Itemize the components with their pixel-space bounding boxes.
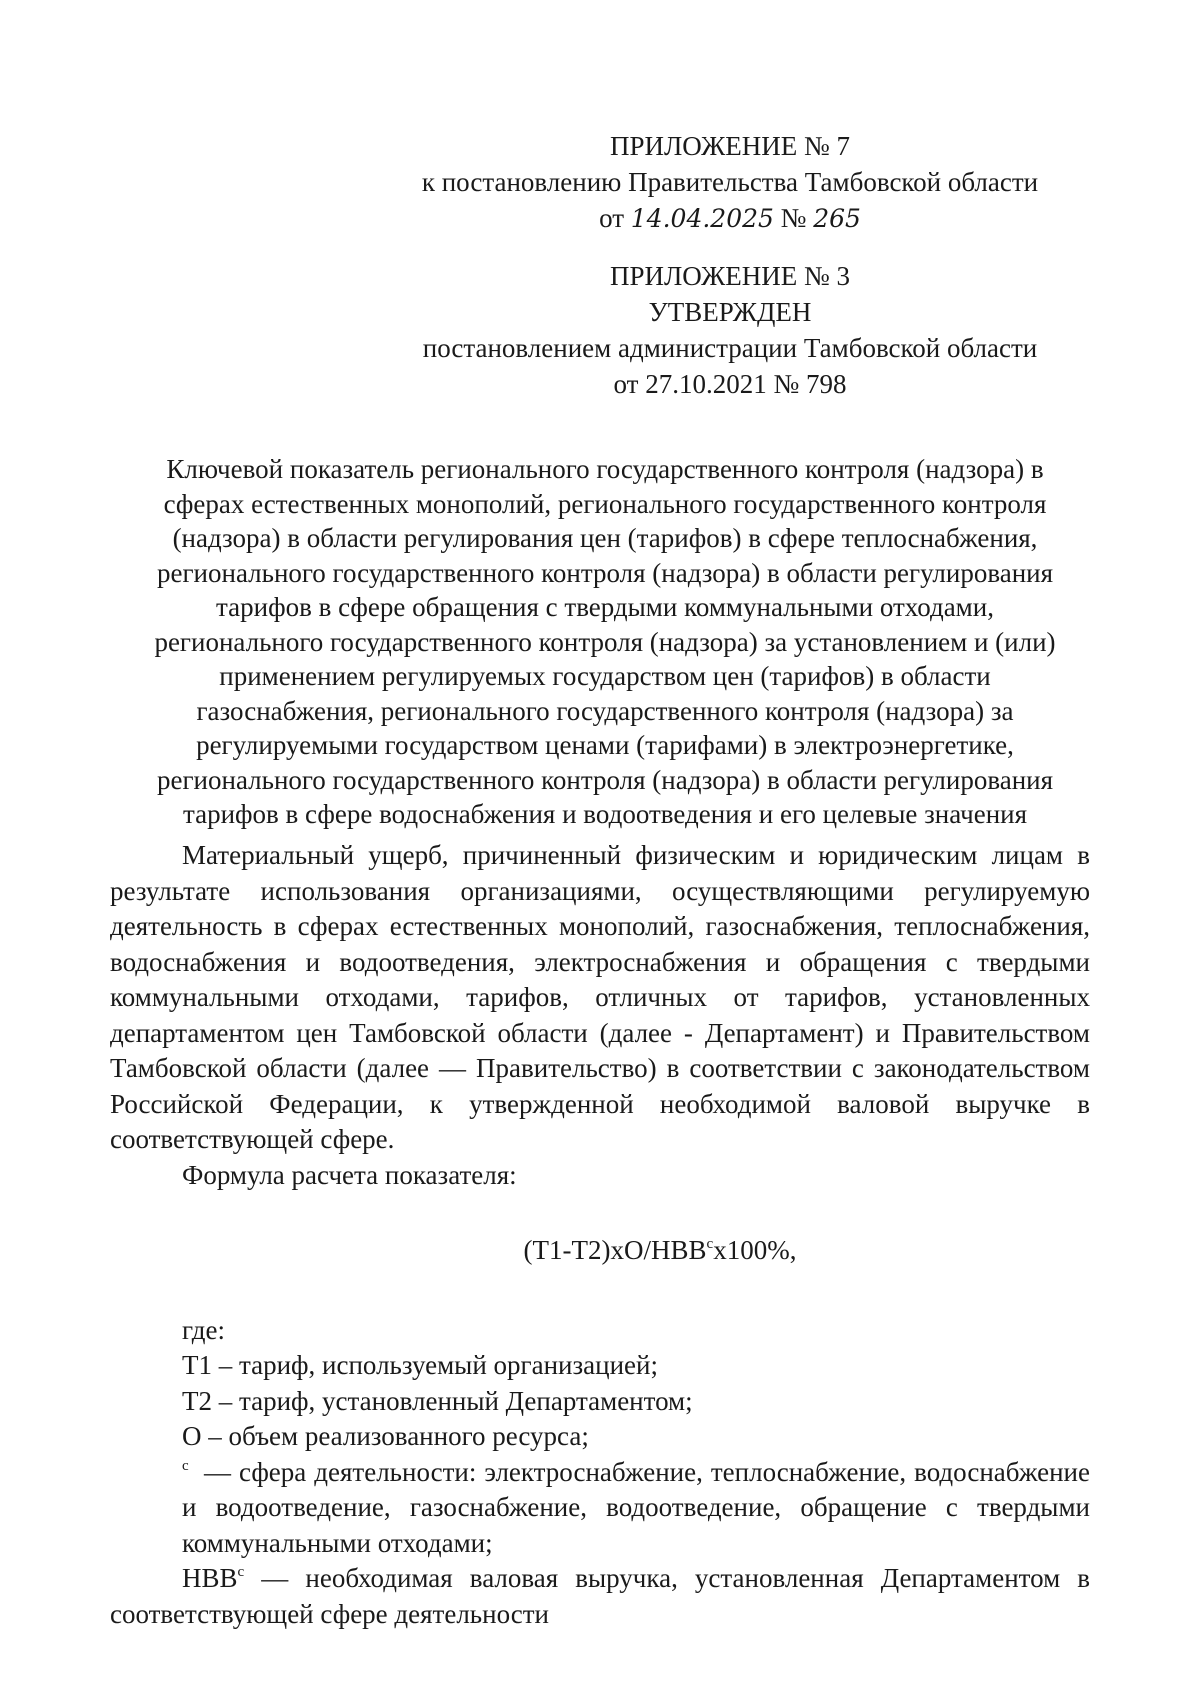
handwritten-number: 265 (813, 204, 861, 233)
definition-c-text: — сфера деятельности: электроснабжение, теплоснабжение, водоснабжение и водоотведение, газоснабжение, водоотведение, обращение с твердыми коммунальными отходами; (182, 1456, 1090, 1558)
approved-date: от 27.10.2021 № 798 (613, 369, 847, 399)
where-label: где: (182, 1314, 225, 1345)
title-line: тарифов в сфере обращения с твердыми коммунальными отходами, (216, 592, 994, 622)
title-line: применением регулируемых государством цен (тарифов) в области (219, 661, 991, 691)
appendix-3-header (380, 258, 1080, 402)
title-line: (надзора) в области регулирования цен (тарифов) в сфере теплоснабжения, (172, 523, 1038, 553)
appendix-7-date-line (380, 200, 1080, 237)
title-line: регионального государственного контроля (надзора) за установлением и (или) (154, 626, 1056, 657)
document-body (110, 838, 1090, 1632)
approved-by: постановлением администрации Тамбовской области (422, 333, 1038, 363)
definition-nvv-text: — необходимая валовая выручка, установленная Департаментом в соответствующей сфере деятельности (110, 1563, 1090, 1629)
appendix-7-title: ПРИЛОЖЕНИЕ № 7 (609, 131, 851, 161)
appendix-7-subtitle: к постановлению Правительства Тамбовской области (421, 167, 1039, 197)
definition-o: О – объем реализованного ресурса; (182, 1421, 589, 1451)
title-line: газоснабжения, регионального государственного контроля (надзора) за (196, 695, 1014, 726)
formula-superscript: с (706, 1236, 714, 1252)
title-line: тарифов в сфере водоснабжения и водоотведения и его целевые значения (182, 799, 1028, 829)
appendix-3-title: ПРИЛОЖЕНИЕ № 3 (609, 261, 851, 291)
title-line: регионального государственного контроля (надзора) в области регулирования (156, 557, 1054, 588)
appendix-7-header (380, 128, 1080, 237)
definition-t1: Т1 – тариф, используемый организацией; (182, 1350, 658, 1380)
title-line: сферах естественных монополий, регионального государственного контроля (163, 488, 1047, 519)
title-line: регионального государственного контроля (надзора) в области регулирования (156, 764, 1054, 795)
definition-t2: Т2 – тариф, установленный Департаментом; (182, 1385, 693, 1416)
definition-nvv (110, 1561, 1090, 1632)
handwritten-date: 14.04.2025 (630, 204, 774, 233)
formula-main: (Т1-Т2)хО/НВВ (523, 1235, 707, 1265)
main-paragraph: Материальный ущерб, причиненный физическим и юридическим лицам в результате использования организациями, осуществляющими регулируемую деятельность в сферах естественных монополий, газоснабжения, теплоснабжения, водоснабжения и водоотведения, электроснабжения и обращения с твердыми коммунальными отходами, тарифов, отличных от тарифов, установленных департаментом цен Тамбовской области (далее - Департамент) и Правительством Тамбовской области (далее — Правительство) в соответствии с законодательством Российской Федерации, к утвержденной необходимой валовой выручке в соответствующей сфере. (110, 840, 1090, 1154)
definition-nvv-sup: с (237, 1564, 245, 1580)
formula (110, 1233, 1090, 1269)
approved-label: УТВЕРЖДЕН (648, 297, 812, 327)
formula-tail: x100%, (713, 1235, 797, 1265)
title-line: Ключевой показатель регионального государственного контроля (надзора) в (166, 454, 1044, 484)
document-title (110, 452, 1100, 832)
number-prefix: № (780, 203, 807, 233)
definitions (110, 1313, 1090, 1562)
title-line: регулируемыми государством ценами (тарифами) в электроэнергетике, (196, 730, 1014, 760)
date-prefix: от (599, 203, 625, 233)
definition-c: $^с$ — сфера деятельности: электроснабжение, теплоснабжение, водоснабжение и водоотведение, газоснабжение, водоотведение, обращение с твердыми коммунальными отходами; (182, 1456, 1090, 1558)
formula-label: Формула расчета показателя: (182, 1159, 517, 1190)
definition-nvv-label: НВВ (182, 1563, 238, 1593)
